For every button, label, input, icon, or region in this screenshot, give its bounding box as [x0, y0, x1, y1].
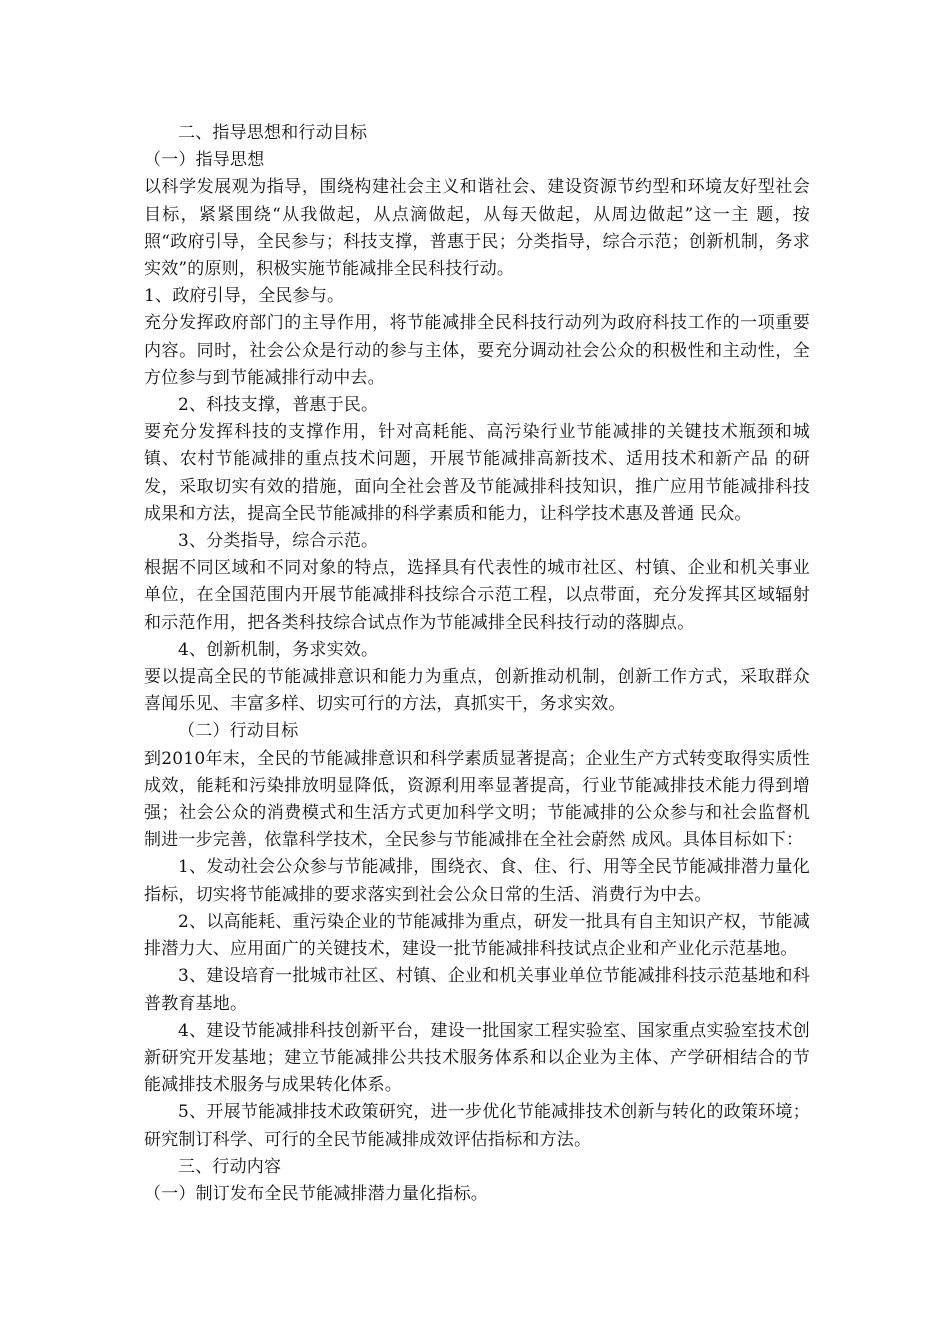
subsection-heading-action-goals: （二）行动目标 — [178, 721, 299, 742]
principle-4-body: 要以提高全民的节能减排意识和能力为重点，创新推动机制，创新工作方式，采取群众喜闻乐见、丰富多样、切实可行的方法，真抓实干，务求实效。 — [144, 667, 810, 715]
principle-1-title: 1、政府引导，全民参与。 — [144, 286, 345, 307]
principle-2-title: 2、科技支撑，普惠于民。 — [178, 395, 379, 416]
principle-4-title: 4、创新机制，务求实效。 — [178, 639, 379, 660]
subsection-heading-guiding-ideology: （一）指导思想 — [144, 150, 265, 171]
section-heading-guiding-ideology-and-goals: 二、指导思想和行动目标 — [178, 123, 368, 143]
paragraph-guiding-ideology: 以科学发展观为指导，围绕构建社会主义和谐社会、建设资源节约型和环境友好型社会目标，紧紧围绕“从我做起，从点滴做起，从每天做起，从周边做起”这一主 题，按照“政府引导，全民参与；科技支撑，普惠于民；分类指导，综合示范；创新机制，务求实效”的原则，积极实施节能减排全民科技行动。 — [144, 177, 810, 280]
goal-item-4: 4、建设节能减排科技创新平台，建设一批国家工程实验室、国家重点实验室技术创新研究开发基地；建立节能减排公共技术服务体系和以企业为主体、产学研相结合的节能减排技术服务与成果转化体系。 — [144, 1020, 810, 1096]
subsection-heading-publish-indicators: （一）制订发布全民节能减排潜力量化指标。 — [144, 1183, 488, 1204]
goal-item-3: 3、建设培育一批城市社区、村镇、企业和机关事业单位节能减排科技示范基地和科普教育基地。 — [144, 966, 810, 1014]
principle-3-body: 根据不同区域和不同对象的特点，选择具有代表性的城市社区、村镇、企业和机关事业单位，在全国范围内开展节能减排科技综合示范工程，以点带面，充分发挥其区域辐射和示范作用，把各类科技综合试点作为节能减排全民科技行动的落脚点。 — [144, 558, 810, 633]
goal-item-2: 2、以高能耗、重污染企业的节能减排为重点，研发一批具有自主知识产权，节能减排潜力大、应用面广的关键技术，建设一批节能减排科技试点企业和产业化示范基地。 — [144, 911, 810, 960]
principle-3-title: 3、分类指导，综合示范。 — [178, 531, 379, 552]
paragraph-action-goals: 到2010年末，全民的节能减排意识和科学素质显著提高；企业生产方式转变取得实质性成效，能耗和污染排放明显降低，资源利用率显著提高，行业节能减排技术能力得到增强；社会公众的消费模式和生活方式更加科学文明；节能减排的公众参与和社会监督机制进一步完善，依靠科学技术，全民参与节能减排在全社会蔚然 成风。具体目标如下： — [144, 748, 810, 851]
document-page — [144, 120, 810, 1208]
section-heading-action-content: 三、行动内容 — [178, 1156, 282, 1177]
principle-1-body: 充分发挥政府部门的主导作用，将节能减排全民科技行动列为政府科技工作的一项重要内容。同时，社会公众是行动的参与主体，要充分调动社会公众的积极性和主动性，全方位参与到节能减排行动中去。 — [144, 313, 810, 388]
goal-item-5: 5、开展节能减排技术政策研究，进一步优化节能减排技术创新与转化的政策环境；研究制订科学、可行的全民节能减排成效评估指标和方法。 — [144, 1102, 810, 1150]
principle-2-body: 要充分发挥科技的支撑作用，针对高耗能、高污染行业节能减排的关键技术瓶颈和城镇、农村节能减排的重点技术问题，开展节能减排高新技术、适用技术和新产品 的研发，采取切实有效的措施，面向全社会普及节能减排科技知识，推广应用节能减排科技成果和方法，提高全民节能减排的科学素质和能力，让科学技术惠及普通 民众。 — [144, 422, 810, 524]
goal-item-1: 1、发动社会公众参与节能减排，围绕衣、食、住、行、用等全民节能减排潜力量化指标，切实将节能减排的要求落实到社会公众日常的生活、消费行为中去。 — [144, 857, 810, 905]
